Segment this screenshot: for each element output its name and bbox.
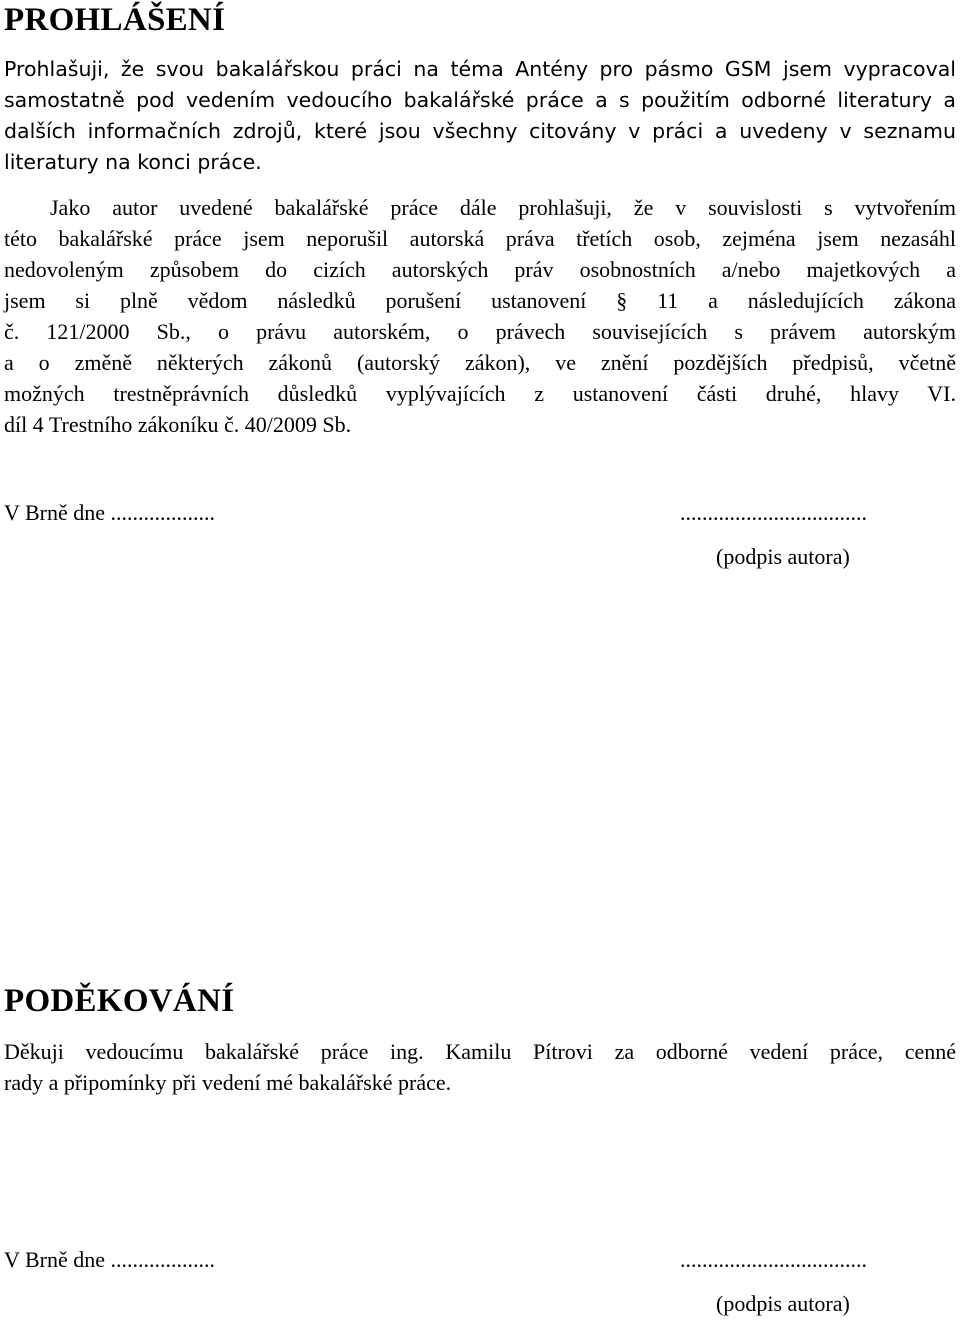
- text-line: Jako autor uvedené bakalářské práce dále prohlašuji, že v souvislosti s vytvořením: [50, 195, 956, 220]
- text-line: rady a připomínky při vedení mé bakalářské práce.: [4, 1070, 452, 1095]
- text-line: literatury na konci práce.: [4, 150, 262, 174]
- text-line: č. 121/2000 Sb., o právu autorském, o právech souvisejících s právem autorským: [4, 319, 956, 344]
- acknowledgement-signature-label: (podpis autora): [716, 1291, 850, 1316]
- text-line: dalších informačních zdrojů, které jsou všechny citovány v práci a uvedeny v seznamu: [4, 119, 956, 143]
- text-line: jsem si plně vědom následků porušení ustanovení § 11 a následujících zákona: [4, 288, 956, 313]
- text-line: Prohlašuji, že svou bakalářskou práci na téma Antény pro pásmo GSM jsem vypracoval: [4, 57, 956, 81]
- acknowledgement-paragraph: [4, 1036, 956, 1098]
- declaration-place-date: V Brně dne ...................: [4, 500, 216, 525]
- declaration-signature-line: ..................................: [680, 500, 867, 525]
- text-line: Děkuji vedoucímu bakalářské práce ing. Kamilu Pítrovi za odborné vedení práce, cenné: [4, 1039, 956, 1064]
- declaration-paragraph-1: [4, 54, 956, 178]
- acknowledgement-place-date: V Brně dne ...................: [4, 1247, 216, 1272]
- declaration-signature-label: (podpis autora): [716, 544, 850, 569]
- text-line: nedovoleným způsobem do cizích autorských práv osobnostních a/nebo majetkových a: [4, 257, 956, 282]
- text-line: možných trestněprávních důsledků vyplývajících z ustanovení části druhé, hlavy VI.: [4, 381, 956, 406]
- text-line: a o změně některých zákonů (autorský zákon), ve znění pozdějších předpisů, včetně: [4, 350, 956, 375]
- acknowledgement-signature-line: ..................................: [680, 1247, 867, 1272]
- text-line: samostatně pod vedením vedoucího bakalářské práce a s použitím odborné literatury a: [4, 88, 956, 112]
- acknowledgement-title: PODĚKOVÁNÍ: [4, 983, 235, 1019]
- text-line: díl 4 Trestního zákoníku č. 40/2009 Sb.: [4, 412, 352, 437]
- declaration-paragraph-2: [4, 192, 956, 440]
- text-line: této bakalářské práce jsem neporušil autorská práva třetích osob, zejména jsem nezasáhl: [4, 226, 956, 251]
- declaration-title: PROHLÁŠENÍ: [4, 2, 226, 38]
